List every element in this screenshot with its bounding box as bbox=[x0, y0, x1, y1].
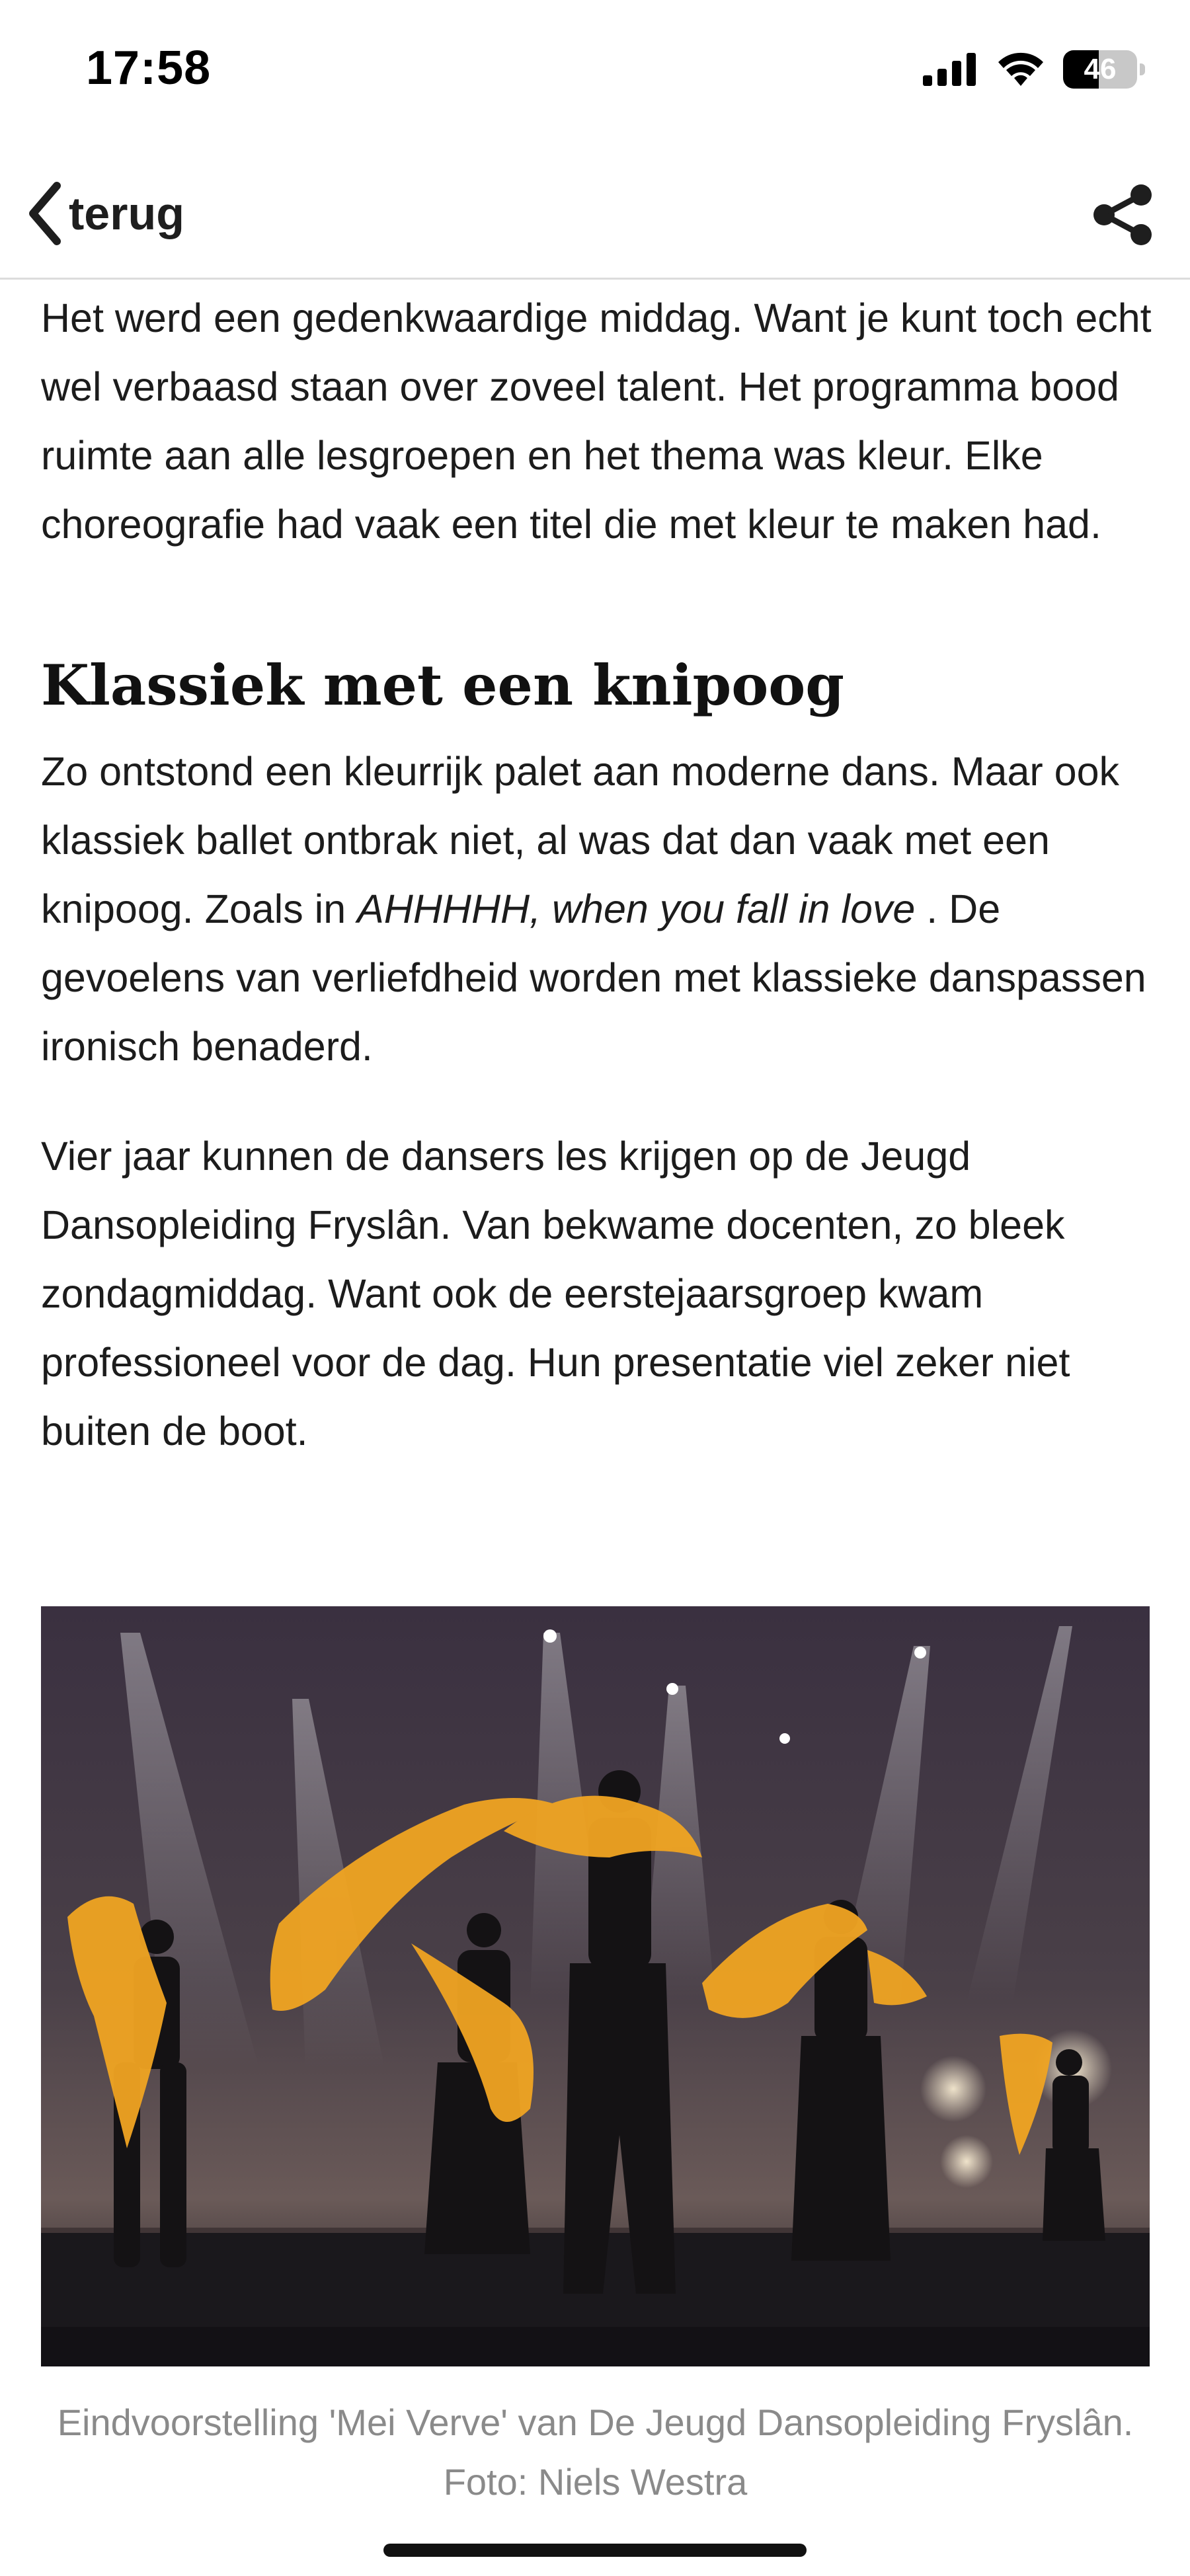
chevron-left-icon bbox=[25, 180, 65, 247]
paragraph-text: Zo ontstond een kleurrijk palet aan moderne dans. Maar ook klassiek ballet ontbrak niet, al was dat dan vaak met een knipoog. Zoals in bbox=[41, 749, 1120, 931]
back-label: terug bbox=[69, 188, 184, 239]
article-paragraph: Het werd een gedenkwaardige middag. Want je kunt toch echt wel verbaasd staan over zoveel talent. Het programma bood ruimte aan alle lesgroepen en het thema was kleur. Elke choreografie had vaak een titel die met kleur te maken had. bbox=[41, 295, 1152, 547]
article-body bbox=[41, 278, 1152, 1465]
share-icon[interactable] bbox=[1090, 182, 1156, 248]
paragraph-text: . De gevoelens van verliefdheid worden met klassieke danspassen ironisch benaderd. bbox=[41, 886, 1146, 1069]
photo-caption: Eindvoorstelling 'Mei Verve' van De Jeugd Dansopleiding Fryslân. Foto: Niels Westra bbox=[57, 2401, 1134, 2503]
status-icons bbox=[923, 46, 1137, 93]
wifi-icon bbox=[997, 52, 1045, 87]
article-paragraph bbox=[41, 737, 1152, 1081]
back-button[interactable] bbox=[25, 180, 184, 247]
battery-icon bbox=[1063, 50, 1137, 89]
top-nav-bar bbox=[0, 142, 1190, 280]
battery-level: 46 bbox=[1084, 53, 1117, 85]
clock: 17:58 bbox=[86, 42, 212, 95]
performance-title: AHHHHH, when you fall in love bbox=[357, 886, 916, 931]
home-indicator[interactable] bbox=[383, 2544, 807, 2557]
signal-icon bbox=[923, 53, 978, 86]
section-heading: Klassiek met een knipoog bbox=[41, 652, 845, 718]
article-photo[interactable] bbox=[41, 1606, 1150, 2366]
dance-stage-image bbox=[41, 1606, 1150, 2366]
article-paragraph: Vier jaar kunnen de dansers les krijgen op de Jeugd Dansopleiding Fryslân. Van bekwame docenten, zo bleek zondagmiddag. Want ook de eerstejaarsgroep kwam professioneel voor de dag. Hun presentatie viel zeker niet buiten de boot. bbox=[41, 1134, 1070, 1454]
status-bar bbox=[0, 0, 1190, 142]
